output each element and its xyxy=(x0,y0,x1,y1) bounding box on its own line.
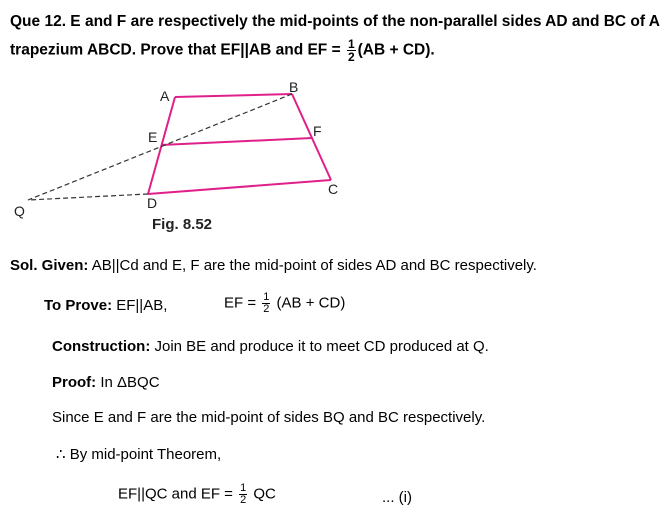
proof-line xyxy=(52,374,160,391)
line-ab xyxy=(175,94,292,97)
label-f: F xyxy=(313,123,322,139)
result-prefix: EF||QC and EF = xyxy=(118,485,238,503)
construction-line xyxy=(52,338,489,355)
proof-label: Proof: xyxy=(52,374,97,391)
construction-label: Construction: xyxy=(52,338,151,355)
result-equation xyxy=(118,483,276,506)
therefore-line: ∴ By mid-point Theorem, xyxy=(56,446,222,463)
to-prove-line xyxy=(44,297,167,314)
question-fraction xyxy=(347,38,356,63)
given-line xyxy=(10,257,537,274)
since-line: Since E and F are the mid-point of sides BQ and BC respectively. xyxy=(52,409,486,426)
to-prove-text: EF||AB, xyxy=(112,297,168,314)
question-line-2-prefix: trapezium ABCD. Prove that EF||AB and EF = xyxy=(10,41,345,59)
label-d: D xyxy=(147,195,158,211)
given-label: Sol. Given: xyxy=(10,257,89,274)
given-text: AB||Cd and E, F are the mid-point of sides AD and BC respectively. xyxy=(88,257,537,274)
trapezium-figure xyxy=(0,82,360,242)
result-reference: ... (i) xyxy=(382,489,412,506)
label-b: B xyxy=(289,82,299,95)
result-frac-den: 2 xyxy=(240,494,247,506)
to-prove-frac-den: 2 xyxy=(263,303,270,315)
trapezium-lines xyxy=(148,94,331,194)
to-prove-eq-suffix: (AB + CD) xyxy=(272,294,346,312)
construction-text: Join BE and produce it to meet CD produced at Q. xyxy=(150,338,489,355)
line-dq xyxy=(28,194,148,200)
question-line-1: Que 12. E and F are respectively the mid-points of the non-parallel sides AD and BC of A xyxy=(10,13,660,30)
line-bq xyxy=(28,94,292,200)
result-fraction xyxy=(239,483,247,506)
question-frac-den: 2 xyxy=(347,50,355,64)
label-e: E xyxy=(148,129,158,145)
result-frac-num: 1 xyxy=(240,482,247,494)
to-prove-label: To Prove: xyxy=(44,297,113,314)
question-frac-num: 1 xyxy=(347,37,355,51)
to-prove-fraction xyxy=(262,292,270,315)
label-q: Q xyxy=(14,203,25,219)
line-cd xyxy=(148,180,331,194)
question-line-2-suffix: (AB + CD). xyxy=(357,41,435,59)
question-line-2 xyxy=(10,38,435,63)
figure-caption: Fig. 8.52 xyxy=(152,216,213,233)
proof-text: In ΔBQC xyxy=(96,374,160,391)
to-prove-frac-num: 1 xyxy=(263,291,270,303)
construction-lines xyxy=(28,94,292,200)
to-prove-eq-prefix: EF = xyxy=(224,294,261,312)
line-ef xyxy=(161,138,312,145)
to-prove-equation xyxy=(224,292,345,315)
label-a: A xyxy=(160,88,170,104)
label-c: C xyxy=(328,181,339,197)
result-suffix: QC xyxy=(249,485,276,503)
line-bc xyxy=(292,94,331,180)
